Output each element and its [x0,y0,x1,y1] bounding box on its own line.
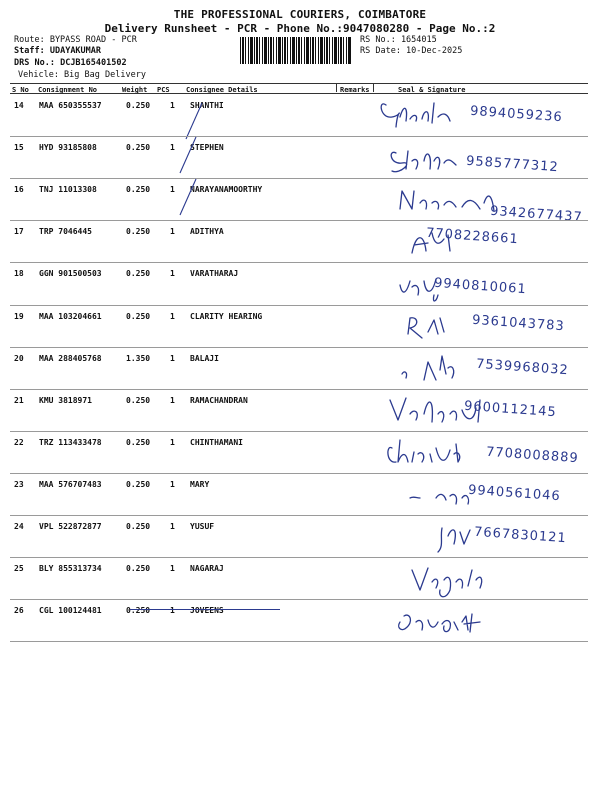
cell-weight: 0.250 [126,522,151,531]
staff-name: UDAYAKUMAR [49,46,102,56]
cell-consignment-no: BLY 855313734 [39,564,102,574]
table-row [10,516,588,558]
cell-weight: 0.250 [126,564,151,574]
col-divider [336,83,337,92]
cell-sno: 23 [14,479,24,489]
strike-through-line [130,609,280,610]
cell-pcs: 1 [170,606,175,616]
cell-weight: 0.250 [126,479,151,489]
cell-sno: 18 [14,269,24,279]
handwritten-phone: 9940561046 [467,482,562,505]
pen-mark-icon [174,177,204,221]
handwritten-phone: 9342677437 [489,203,584,226]
cell-pcs: 1 [170,522,175,531]
rs-number: RS No.: 1654015 [360,35,437,45]
rs-date: RS Date: 10-Dec-2025 [360,46,463,56]
cell-pcs: 1 [170,185,175,195]
handwritten-phone: 9361043783 [471,312,566,334]
handwritten-phone: 7708228661 [425,226,520,248]
cell-sno: 24 [14,522,24,531]
cell-consignee: STEPHEN [190,143,224,153]
cell-consignee: MARY [190,479,210,489]
table-row [10,348,588,390]
handwritten-phone: 9894059236 [469,103,564,126]
row-divider [10,641,588,642]
cell-sno: 19 [14,311,24,321]
handwritten-phone: 7539968032 [475,356,570,378]
cell-weight: 0.250 [126,269,151,279]
cell-sno: 16 [14,185,24,195]
table-row [10,306,588,348]
cell-consignment-no: MAA 288405768 [39,353,102,363]
col-pcs: PCS [157,86,170,94]
table-row [10,474,588,516]
vehicle-text: Vehicle: Big Bag Delivery [18,70,146,80]
handwritten-phone: 7708008889 [485,444,580,467]
col-remarks: Remarks [340,86,370,94]
cell-weight: 0.250 [126,437,151,447]
cell-weight: 0.250 [126,101,151,110]
handwritten-phone: 9585777312 [465,153,560,176]
table-row [10,432,588,474]
cell-weight: 0.250 [126,227,151,237]
cell-weight: 0.250 [126,606,151,616]
cell-consignment-no: VPL 522872877 [39,522,102,531]
cell-consignment-no: MAA 650355537 [39,101,102,110]
col-divider [373,83,374,92]
handwritten-phone: 9940810061 [433,276,528,298]
cell-consignment-no: KMU 3818971 [39,395,92,405]
route-text: Route: BYPASS ROAD - PCR [14,35,137,45]
col-weight: Weight [122,86,148,94]
cell-consignment-no: GGN 901500503 [39,269,102,279]
cell-pcs: 1 [170,437,175,447]
cell-consignee: CHINTHAMANI [190,437,243,447]
cell-sno: 25 [14,564,24,574]
handwritten-phone: 7667830121 [473,524,568,547]
document-title: THE PROFESSIONAL COURIERS, COIMBATORE [173,8,427,21]
cell-consignment-no: TNJ 11013308 [39,185,97,195]
cell-sno: 17 [14,227,24,237]
cell-sno: 22 [14,437,24,447]
cell-sno: 26 [14,606,24,616]
signature [406,560,600,600]
cell-pcs: 1 [170,269,175,279]
col-consignment: Consignment No [38,86,98,94]
cell-consignee: NARAYANAMOORTHY [190,185,263,195]
staff-label: Staff: [14,46,45,56]
cell-consignee: JOVEENS [190,606,224,616]
cell-consignee: CLARITY HEARING [190,311,263,321]
cell-sno: 14 [14,101,24,110]
cell-pcs: 1 [170,143,175,153]
table-row [10,390,588,432]
col-seal-signature: Seal & Signature [398,86,466,94]
pen-mark-icon [174,135,204,179]
cell-sno: 21 [14,395,24,405]
cell-consignment-no: MAA 103204661 [39,311,102,321]
barcode [240,37,352,64]
cell-weight: 0.250 [126,143,151,153]
cell-pcs: 1 [170,311,175,321]
cell-consignee: NAGARAJ [190,564,224,574]
table-row [10,137,588,179]
document-subtitle: Delivery Runsheet - PCR - Phone No.:9047080280 - Page No.:2 [104,22,496,35]
cell-pcs: 1 [170,353,175,363]
cell-consignment-no: HYD 93185808 [39,143,97,153]
col-consignee: Consignee Details [186,86,258,94]
cell-consignee: BALAJI [190,353,219,363]
cell-consignee: VARATHARAJ [190,269,239,279]
header-bottom-rule [10,93,588,94]
table-row [10,221,588,263]
cell-consignment-no: TRZ 113433478 [39,437,102,447]
cell-weight: 1.350 [126,353,151,363]
table-row [10,263,588,305]
table-row [10,95,588,137]
header-top-rule [10,83,588,84]
cell-pcs: 1 [170,479,175,489]
cell-pcs: 1 [170,227,175,237]
cell-consignee: YUSUF [190,522,215,531]
cell-consignee: ADITHYA [190,227,224,237]
cell-consignee: RAMACHANDRAN [190,395,248,405]
cell-sno: 20 [14,353,24,363]
staff-line [14,46,101,56]
cell-sno: 15 [14,143,24,153]
cell-weight: 0.250 [126,311,151,321]
cell-consignee: SHANTHI [190,101,224,110]
drs-line [14,58,127,68]
cell-pcs: 1 [170,395,175,405]
cell-weight: 0.250 [126,395,151,405]
drs-label: DRS No.: [14,58,55,68]
handwritten-phone: 9600112145 [463,398,558,420]
table-row [10,600,588,642]
cell-weight: 0.250 [126,185,151,195]
cell-pcs: 1 [170,564,175,574]
cell-consignment-no: TRP 7046445 [39,227,92,237]
signature [394,602,600,642]
cell-consignment-no: MAA 576707483 [39,479,102,489]
table-row [10,558,588,600]
cell-consignment-no: CGL 100124481 [39,606,102,616]
drs-number: DCJB165401502 [60,58,127,68]
cell-pcs: 1 [170,101,175,110]
col-sno: S No [12,86,29,94]
table-row [10,179,588,226]
